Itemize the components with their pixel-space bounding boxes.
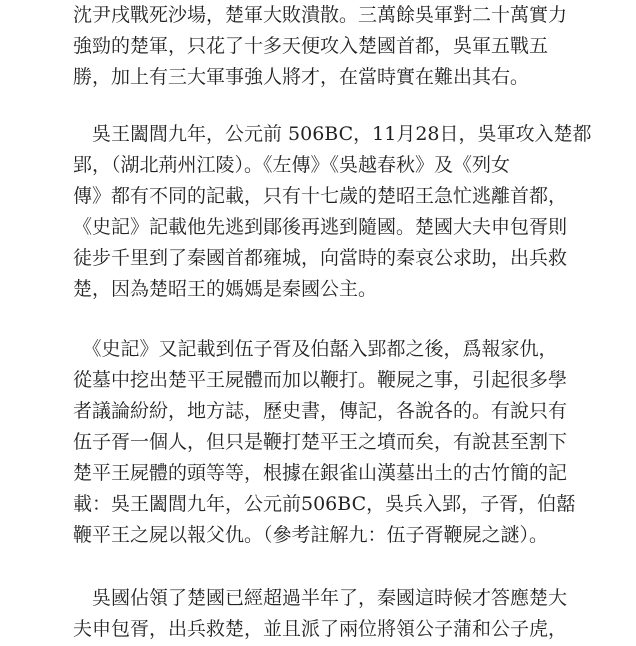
text-line: 鞭平王之屍以報父仇。（參考註解九：伍子胥鞭屍之謎）。 xyxy=(73,524,549,546)
text-line: 從墓中挖出楚平王屍體而加以鞭打。鞭屍之事，引起很多學 xyxy=(73,369,568,391)
text-line: 強勁的楚軍，只花了十多天便攻入楚國首都，吳軍五戰五 xyxy=(73,35,549,57)
text-line: 《史記》又記載到伍子胥及伯嚭入郢都之後，爲報家仇， xyxy=(73,338,558,360)
text-line: 《史記》記載他先逃到鄖後再逃到隨國。楚國大夫申包胥則 xyxy=(73,216,568,238)
text-line: 勝，加上有三大軍事強人將才，在當時實在難出其右。 xyxy=(73,66,530,88)
paragraph-1 xyxy=(73,0,567,93)
text-line: 沈尹戌戰死沙場，楚軍大敗潰散。三萬餘吳軍對二十萬實力 xyxy=(73,4,568,26)
paragraph-4 xyxy=(73,583,567,645)
text-line: 載：吳王闔閭九年，公元前506BC，吳兵入郢，子胥，伯嚭 xyxy=(73,493,576,515)
text-line: 傳》都有不同的記載，只有十七歲的楚昭王急忙逃離首都， xyxy=(73,185,568,207)
text-line: 楚平王屍體的頭等等，根據在銀雀山漢墓出土的古竹簡的記 xyxy=(73,462,568,484)
text-line: 徒步千里到了秦國首都雍城，向當時的秦哀公求助，出兵救 xyxy=(73,247,568,269)
text-line: 者議論紛紛，地方誌，歷史書，傳記，各說各的。有說只有 xyxy=(73,400,568,422)
paragraph-2 xyxy=(73,119,592,305)
paragraph-3 xyxy=(73,334,575,551)
text-line: 郢，（湖北荊州江陵）。《左傳》《吳越春秋》及《列女 xyxy=(73,154,511,176)
text-line: 吳王闔閭九年，公元前 506BC，11月28日，吳軍攻入楚都 xyxy=(73,123,592,145)
text-line: 伍子胥一個人，但只是鞭打楚平王之墳而矣，有說甚至割下 xyxy=(73,431,568,453)
text-line: 吳國佔領了楚國已經超過半年了，秦國這時候才答應楚大 xyxy=(73,587,568,609)
text-line: 夫申包胥，出兵救楚，並且派了兩位將領公子蒲和公子虎， xyxy=(73,618,568,640)
text-line: 楚，因為楚昭王的媽媽是秦國公主。 xyxy=(73,278,378,300)
